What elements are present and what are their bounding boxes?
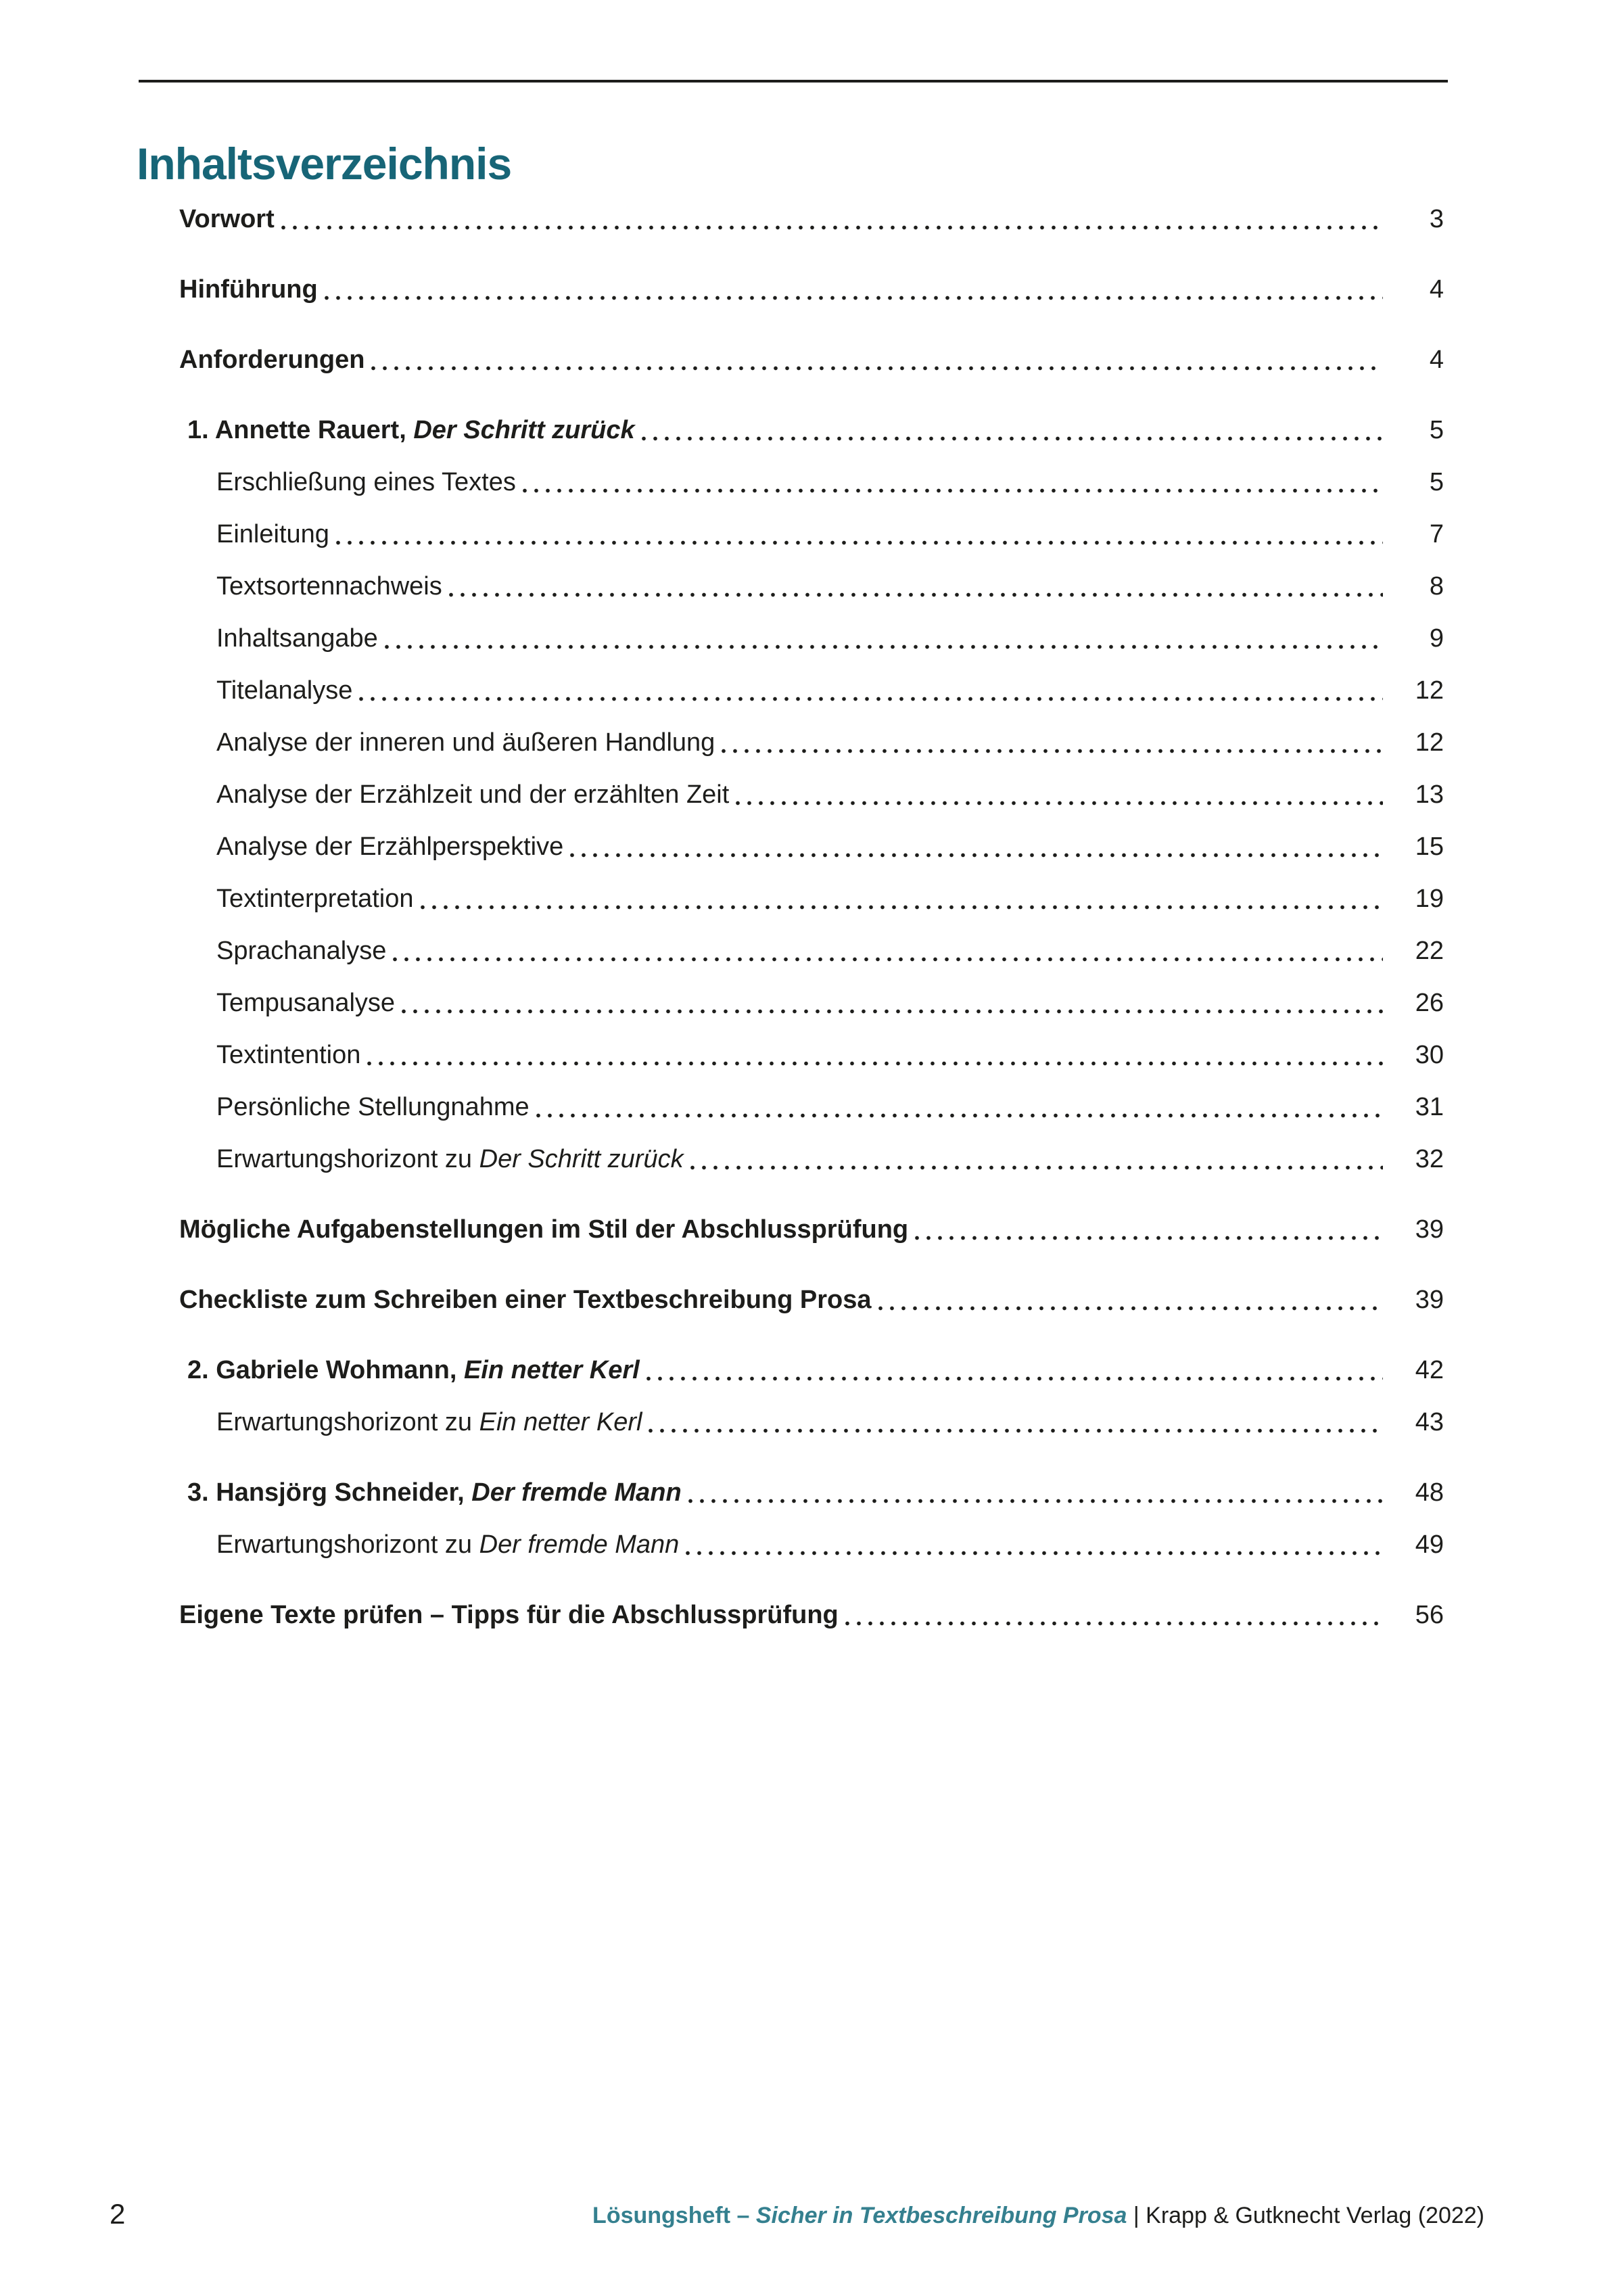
toc-entry [179,1285,1444,1315]
dot-leader [523,488,1383,493]
dot-leader [421,905,1384,910]
toc-entry [179,780,1444,810]
toc-entry-label: Titelanalyse [216,676,353,705]
toc-entry-label: Textintention [216,1041,361,1069]
dot-leader [690,1165,1383,1170]
dot-leader [688,1499,1383,1503]
toc-entry [179,571,1444,601]
toc-entry-page: 3 [1429,205,1444,233]
toc-entry [179,1092,1444,1122]
toc-entry [179,624,1444,653]
table-of-contents [179,204,1444,1630]
dot-leader [915,1236,1383,1240]
footer-booklet-name: Lösungsheft – [592,2203,756,2228]
page-title: Inhaltsverzeichnis [137,139,512,189]
toc-entry-label: Analyse der inneren und äußeren Handlung [216,728,715,757]
dot-leader [402,1009,1383,1014]
toc-entry-page: 5 [1429,468,1444,496]
toc-entry [179,519,1444,549]
toc-entry-page: 56 [1415,1601,1444,1629]
dot-leader [646,1376,1383,1381]
toc-entry-page: 9 [1429,624,1444,653]
toc-entry-page: 31 [1415,1093,1444,1121]
toc-entry-label: Vorwort [179,205,275,233]
toc-entry [179,1600,1444,1630]
toc-entry-page: 32 [1415,1145,1444,1173]
toc-entry [179,676,1444,705]
toc-entry [179,204,1444,234]
toc-entry-label: Erwartungshorizont zu Der Schritt zurück [216,1145,684,1173]
toc-entry-label: Tempusanalyse [216,989,396,1017]
dot-leader [722,749,1383,753]
dot-leader [371,366,1383,371]
toc-entry-label: 3. Hansjörg Schneider, Der fremde Mann [187,1478,682,1507]
toc-entry-label: Erwartungshorizont zu Der fremde Mann [216,1530,680,1559]
toc-entry-page: 22 [1415,937,1444,965]
toc-entry-page: 8 [1429,572,1444,601]
toc-entry-label: Checkliste zum Schreiben einer Textbeschreibung Prosa [179,1286,872,1314]
dot-leader [649,1428,1383,1433]
toc-entry [179,1478,1444,1507]
dot-leader [336,540,1383,545]
dot-leader [536,1113,1383,1118]
dot-leader [570,853,1383,858]
toc-entry-page: 39 [1415,1215,1444,1244]
toc-entry-page: 12 [1415,728,1444,757]
toc-entry-page: 7 [1429,520,1444,548]
toc-entry [179,1530,1444,1560]
toc-entry-label: Persönliche Stellungnahme [216,1093,530,1121]
toc-entry [179,1040,1444,1070]
toc-entry-label: Eigene Texte prüfen – Tipps für die Abschlussprüfung [179,1601,839,1629]
toc-entry-label: Anforderungen [179,346,365,374]
toc-entry [179,728,1444,757]
toc-entry-page: 12 [1415,676,1444,705]
toc-entry-label: Mögliche Aufgabenstellungen im Stil der Abschlussprüfung [179,1215,909,1244]
footer-publisher: | Krapp & Gutknecht Verlag (2022) [1127,2203,1484,2228]
toc-entry-page: 5 [1429,416,1444,444]
toc-entry-label: Sprachanalyse [216,937,387,965]
toc-entry [179,275,1444,304]
toc-entry [179,832,1444,862]
toc-entry-label: Textsortennachweis [216,572,442,601]
dot-leader [736,801,1383,805]
toc-entry-page: 30 [1415,1041,1444,1069]
dot-leader [845,1621,1383,1626]
dot-leader [686,1551,1383,1555]
toc-entry [179,1144,1444,1174]
toc-entry [179,345,1444,375]
toc-entry-page: 13 [1415,780,1444,809]
toc-entry-label: Hinführung [179,275,318,304]
dot-leader [393,957,1383,962]
toc-entry-page: 4 [1429,346,1444,374]
toc-entry-label: Textinterpretation [216,885,414,913]
toc-entry-page: 15 [1415,833,1444,861]
dot-leader [642,436,1383,441]
dot-leader [281,225,1383,230]
toc-entry-page: 19 [1415,885,1444,913]
toc-entry-page: 48 [1415,1478,1444,1507]
top-rule [139,80,1448,83]
toc-entry [179,415,1444,445]
toc-entry-label: Analyse der Erzählzeit und der erzählten Zeit [216,780,730,809]
toc-entry [179,467,1444,497]
toc-entry-page: 26 [1415,989,1444,1017]
toc-entry [179,1407,1444,1437]
toc-entry-page: 39 [1415,1286,1444,1314]
toc-entry-label: Erschließung eines Textes [216,468,516,496]
toc-entry [179,988,1444,1018]
toc-entry-label: 1. Annette Rauert, Der Schritt zurück [187,416,635,444]
dot-leader [878,1306,1383,1311]
footer-series-title: Sicher in Textbeschreibung Prosa [755,2203,1127,2228]
toc-entry-page: 42 [1415,1356,1444,1384]
toc-entry-label: Erwartungshorizont zu Ein netter Kerl [216,1408,642,1436]
toc-entry-label: Einleitung [216,520,329,548]
toc-entry [179,1355,1444,1385]
toc-entry [179,936,1444,966]
toc-entry-label: Analyse der Erzählperspektive [216,833,564,861]
footer-credit [592,2202,1484,2229]
dot-leader [325,296,1383,300]
dot-leader [385,645,1383,649]
toc-entry-label: 2. Gabriele Wohmann, Ein netter Kerl [187,1356,640,1384]
dot-leader [359,697,1383,701]
dot-leader [449,592,1383,597]
toc-entry-label: Inhaltsangabe [216,624,378,653]
toc-entry-page: 43 [1415,1408,1444,1436]
toc-entry-page: 49 [1415,1530,1444,1559]
toc-entry-page: 4 [1429,275,1444,304]
dot-leader [367,1061,1383,1066]
toc-entry [179,1215,1444,1244]
footer-page-number: 2 [110,2198,126,2230]
toc-entry [179,884,1444,914]
